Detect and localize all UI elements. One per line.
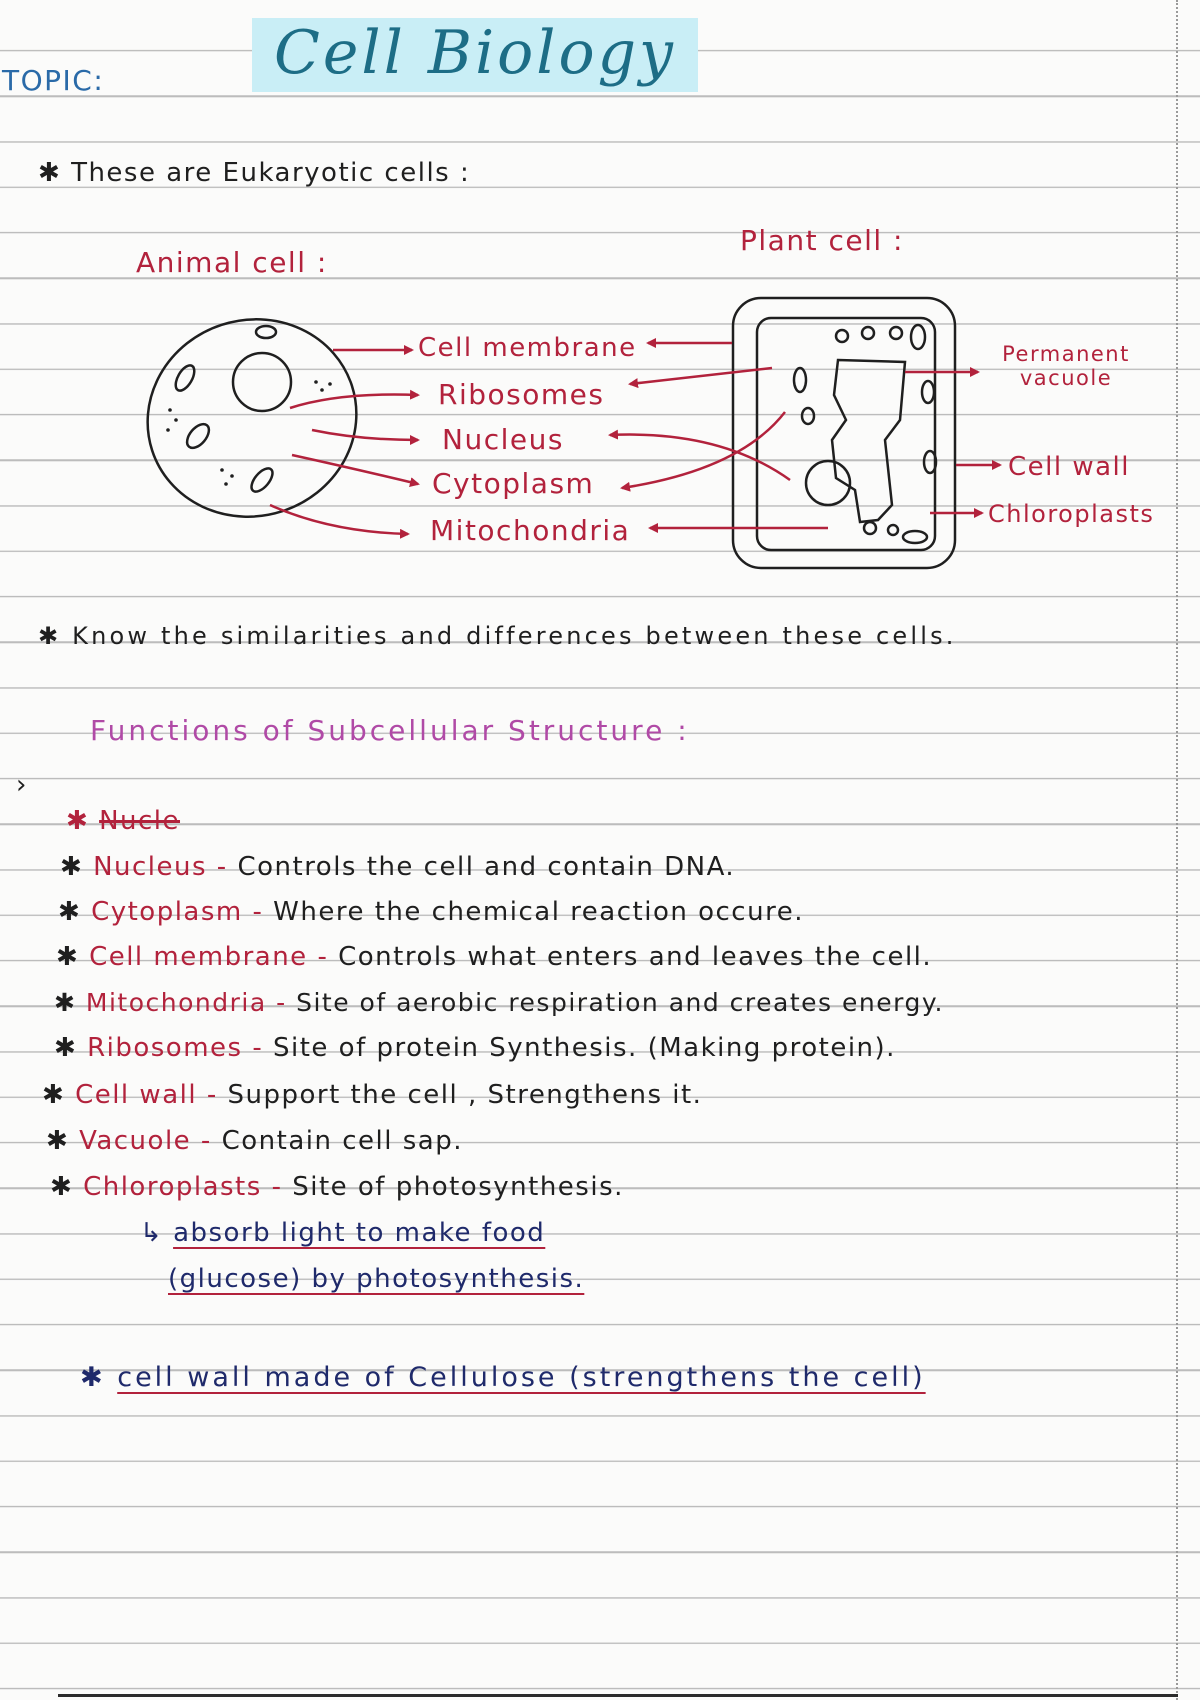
margin-arrow-mark: › xyxy=(16,770,28,800)
function-desc: Controls the cell and contain DNA. xyxy=(237,852,736,882)
bullet-star: ✱ xyxy=(38,622,73,650)
function-desc: Contain cell sap. xyxy=(221,1126,463,1156)
bullet-star: ✱ xyxy=(66,806,100,836)
function-term: Cell membrane - xyxy=(89,942,329,972)
function-term: Mitochondria - xyxy=(85,988,287,1017)
intro-line: These are Eukaryotic cells : xyxy=(71,158,471,188)
function-term: Nucleus - xyxy=(93,852,228,882)
label-chloroplasts: Chloroplasts xyxy=(988,500,1155,528)
function-desc: Site of photosynthesis. xyxy=(292,1172,624,1202)
function-term: Ribosomes - xyxy=(87,1033,264,1063)
function-desc: Support the cell , Strengthens it. xyxy=(227,1080,703,1110)
notebook-page: TOPIC: Cell Biology ✱ These are Eukaryotic cells : Animal cell : Plant cell : Cell membrane Ribosomes Nucleus Cytoplasm Mitochondria Permanent vacuole Cell wall Chloroplasts ✱ Know the similarities and differences between these cells. Functions of Subcellular Structure : › ✱ Nucle ✱ Nucleus - Controls the cell and contain DNA. ✱ Cytoplasm - Where the chemical reaction occure. ✱ Cell membrane - Controls what enters and leaves the cell. ✱ Mitochondria - Site of aerobic respiration and creates energy. ✱ Ribosomes - Site of protein Synthesis. (Making protein). ✱ Cell wall - Support the cell , Strengthens it. ✱ Vacuole - Contain cell sap. ✱ Chloroplasts - Site of photosynthesis. ↳ absorb light to make food (glucose) by photosynthesis. ✱ cell wall made of Cellulose (strengthens the cell) xyxy=(0,0,1200,1700)
label-ribosomes: Ribosomes xyxy=(438,378,605,411)
function-desc: Site of aerobic respiration and creates energy. xyxy=(296,988,944,1017)
function-desc: Controls what enters and leaves the cell. xyxy=(338,942,933,972)
animal-cell-drawing xyxy=(122,292,382,543)
label-cell-membrane: Cell membrane xyxy=(418,333,637,363)
label-nucleus: Nucleus xyxy=(442,423,564,456)
bullet-star: ✱ xyxy=(38,158,72,188)
chloroplast-note-line2: (glucose) by photosynthesis. xyxy=(168,1264,585,1294)
functions-heading: Functions of Subcellular Structure : xyxy=(90,714,690,747)
chloroplast-note-line1: absorb light to make food xyxy=(173,1218,546,1248)
page-title: Cell Biology xyxy=(252,18,698,92)
sub-arrow-mark: ↳ xyxy=(140,1218,174,1248)
plant-cell-heading: Plant cell : xyxy=(740,224,904,257)
topic-label: TOPIC: xyxy=(2,64,105,97)
function-desc: Site of protein Synthesis. (Making protein). xyxy=(273,1033,896,1063)
function-term: Vacuole - xyxy=(79,1126,212,1156)
animal-cell-heading: Animal cell : xyxy=(136,246,328,279)
function-term: Cytoplasm - xyxy=(91,897,264,927)
bullet-star: ✱ xyxy=(80,1362,118,1393)
label-cytoplasm: Cytoplasm xyxy=(432,467,595,500)
page-bottom-rule xyxy=(58,1694,1178,1697)
label-cell-wall: Cell wall xyxy=(1008,452,1131,482)
label-permanent-vacuole: Permanent vacuole xyxy=(1002,342,1130,390)
cell-wall-note: cell wall made of Cellulose (strengthens the cell) xyxy=(117,1362,926,1393)
function-desc: Where the chemical reaction occure. xyxy=(273,897,804,927)
function-term: Cell wall - xyxy=(75,1080,218,1110)
function-term: Chloroplasts - xyxy=(83,1172,283,1202)
know-line: Know the similarities and differences between these cells. xyxy=(72,622,957,650)
label-mitochondria: Mitochondria xyxy=(430,514,631,547)
crossed-out-word: Nucle xyxy=(99,806,181,836)
